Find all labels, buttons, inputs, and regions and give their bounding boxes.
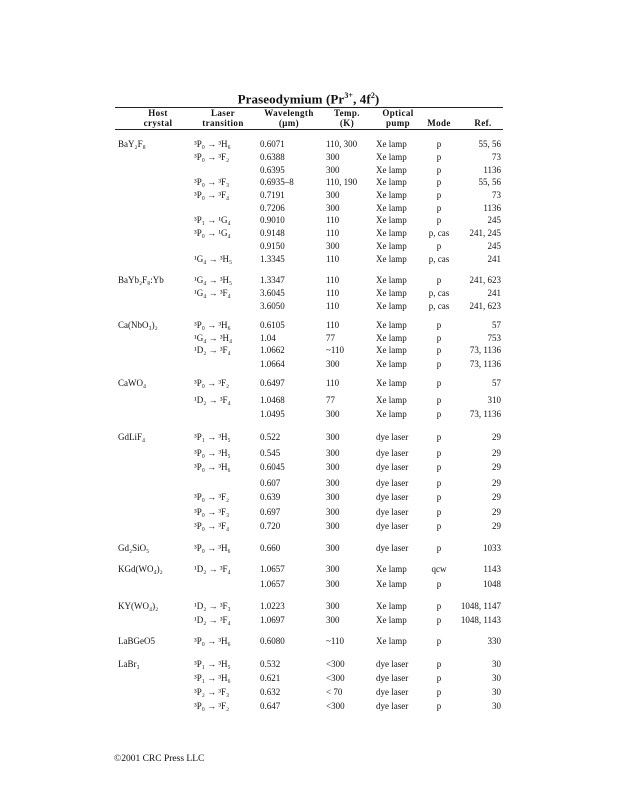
cell-pump: Xe lamp xyxy=(376,165,407,175)
cell-ref: 29 xyxy=(492,432,501,442)
cell-transition: ¹D₂ → ³F₄ xyxy=(194,395,231,405)
cell-temp: 300 xyxy=(326,478,340,488)
cell-transition: ³P₁ → ³H₅ xyxy=(194,432,231,442)
cell-mode: p xyxy=(436,165,442,175)
cell-pump: dye laser xyxy=(376,701,409,711)
cell-mode: p xyxy=(436,579,442,589)
cell-wavelength: 1.0657 xyxy=(260,579,285,589)
cell-ref: 73, 1136 xyxy=(469,359,501,369)
cell-transition: ¹D₂ → ³F₄ xyxy=(194,345,231,355)
cell-wavelength: 3.6045 xyxy=(260,288,285,298)
cell-wavelength: 1.0664 xyxy=(260,359,285,369)
cell-mode: p xyxy=(436,177,442,187)
cell-pump: Xe lamp xyxy=(376,190,407,200)
cell-ref: 245 xyxy=(487,215,501,225)
cell-pump: Xe lamp xyxy=(376,615,407,625)
cell-pump: Xe lamp xyxy=(376,152,407,162)
cell-wavelength: 1.04 xyxy=(260,333,276,343)
header-laser-transition: Laser transition xyxy=(202,108,244,128)
cell-temp: <300 xyxy=(326,701,345,711)
cell-wavelength: 0.6388 xyxy=(260,152,285,162)
cell-temp: 300 xyxy=(326,448,340,458)
cell-pump: dye laser xyxy=(376,432,409,442)
cell-temp: 110 xyxy=(326,320,340,330)
cell-mode: p xyxy=(436,521,442,531)
cell-ref: 245 xyxy=(487,241,501,251)
cell-pump: Xe lamp xyxy=(376,345,407,355)
cell-temp: 300 xyxy=(326,190,340,200)
cell-transition: ³P₀ → ³F₂ xyxy=(194,152,230,162)
cell-pump: Xe lamp xyxy=(376,359,407,369)
cell-transition: ¹D₂ → ³F₃ xyxy=(194,601,231,611)
cell-wavelength: 0.6071 xyxy=(260,139,285,149)
cell-mode: p xyxy=(436,462,442,472)
cell-pump: dye laser xyxy=(376,521,409,531)
cell-ref: 29 xyxy=(492,462,501,472)
cell-transition: ³P₀ → ³F₃ xyxy=(194,507,230,517)
cell-wavelength: 0.9148 xyxy=(260,228,285,238)
cell-wavelength: 0.9150 xyxy=(260,241,285,251)
cell-ref: 241, 245 xyxy=(469,228,501,238)
cell-transition: ¹G₄ → ³F₄ xyxy=(194,288,231,298)
cell-mode: p xyxy=(436,492,442,502)
cell-wavelength: 0.720 xyxy=(260,521,281,531)
cell-mode: p xyxy=(436,320,442,330)
cell-ref: 330 xyxy=(487,636,501,646)
cell-temp: 300 xyxy=(326,165,340,175)
cell-ref: 57 xyxy=(492,320,501,330)
cell-ref: 1033 xyxy=(483,543,501,553)
cell-pump: dye laser xyxy=(376,659,409,669)
cell-transition: ¹G₄ → ³H₅ xyxy=(194,254,233,264)
cell-wavelength: 0.6935–8 xyxy=(260,177,294,187)
cell-host: KY(WO₄)₂ xyxy=(118,601,159,611)
cell-host: Gd₂SiO₅ xyxy=(118,543,150,553)
cell-temp: 300 xyxy=(326,543,340,553)
cell-mode: p xyxy=(436,507,442,517)
cell-mode: p, cas xyxy=(428,288,450,298)
cell-temp: ~110 xyxy=(326,345,345,355)
cell-host: KGd(WO₄)₂ xyxy=(118,564,163,574)
cell-mode: p xyxy=(436,378,442,388)
cell-wavelength: 1.3345 xyxy=(260,254,285,264)
cell-temp: 110 xyxy=(326,275,340,285)
cell-pump: Xe lamp xyxy=(376,275,407,285)
cell-temp: 300 xyxy=(326,601,340,611)
cell-pump: dye laser xyxy=(376,673,409,683)
cell-mode: p xyxy=(436,432,442,442)
cell-mode: p xyxy=(436,359,442,369)
cell-mode: p xyxy=(436,659,442,669)
cell-wavelength: 0.632 xyxy=(260,687,281,697)
cell-ref: 30 xyxy=(492,673,501,683)
cell-pump: Xe lamp xyxy=(376,203,407,213)
cell-host: BaYb₂F₈:Yb xyxy=(118,275,164,285)
cell-ref: 241, 623 xyxy=(469,301,501,311)
cell-mode: p xyxy=(436,241,442,251)
cell-mode: qcw xyxy=(431,564,447,574)
cell-ref: 30 xyxy=(492,701,501,711)
cell-pump: dye laser xyxy=(376,543,409,553)
cell-ref: 30 xyxy=(492,659,501,669)
cell-pump: Xe lamp xyxy=(376,579,407,589)
cell-temp: 110 xyxy=(326,378,340,388)
cell-transition: ³P₀ → ³F₄ xyxy=(194,190,230,200)
cell-wavelength: 0.9010 xyxy=(260,215,285,225)
cell-pump: dye laser xyxy=(376,507,409,517)
cell-mode: p xyxy=(436,345,442,355)
cell-pump: Xe lamp xyxy=(376,564,407,574)
cell-wavelength: 0.607 xyxy=(260,478,281,488)
cell-temp: 300 xyxy=(326,492,340,502)
cell-wavelength: 0.6395 xyxy=(260,165,285,175)
cell-temp: 300 xyxy=(326,359,340,369)
cell-ref: 29 xyxy=(492,521,501,531)
header-temp: Temp. (K) xyxy=(334,108,360,128)
cell-ref: 1048, 1147 xyxy=(460,601,501,611)
cell-temp: < 70 xyxy=(326,687,343,697)
cell-wavelength: 3.6050 xyxy=(260,301,285,311)
copyright-footer: ©2001 CRC Press LLC xyxy=(114,754,205,764)
cell-temp: 300 xyxy=(326,462,340,472)
cell-wavelength: 0.639 xyxy=(260,492,281,502)
cell-wavelength: 0.7191 xyxy=(260,190,285,200)
cell-wavelength: 1.0657 xyxy=(260,564,285,574)
cell-transition: ³P₀ → ³H₆ xyxy=(194,139,231,149)
cell-wavelength: 0.545 xyxy=(260,448,281,458)
cell-transition: ³P₀ → ¹G₄ xyxy=(194,228,231,238)
cell-mode: p xyxy=(436,203,442,213)
cell-temp: 300 xyxy=(326,579,340,589)
cell-transition: ³P₁ → ³H₆ xyxy=(194,673,231,683)
cell-wavelength: 0.647 xyxy=(260,701,281,711)
cell-ref: 55, 56 xyxy=(478,177,501,187)
page-title: Praseodymium ($Pr^{3+}$, $4f^2$) xyxy=(237,91,380,107)
cell-wavelength: 1.0223 xyxy=(260,601,285,611)
cell-host: Ca(NbO₃)₂ xyxy=(118,320,158,330)
cell-transition: ¹G₄ → ³H₄ xyxy=(194,333,233,343)
cell-temp: 300 xyxy=(326,152,340,162)
cell-mode: p xyxy=(436,190,442,200)
cell-mode: p xyxy=(436,275,442,285)
header-mode: Mode xyxy=(427,118,451,128)
cell-pump: Xe lamp xyxy=(376,288,407,298)
cell-ref: 241, 623 xyxy=(469,275,501,285)
cell-ref: 1136 xyxy=(483,165,501,175)
cell-temp: 110 xyxy=(326,254,340,264)
header-optical-pump: Optical pump xyxy=(382,108,414,128)
cell-wavelength: 1.0495 xyxy=(260,409,285,419)
cell-ref: 73 xyxy=(492,190,501,200)
cell-ref: 55, 56 xyxy=(478,139,501,149)
cell-pump: Xe lamp xyxy=(376,636,407,646)
cell-mode: p xyxy=(436,139,442,149)
cell-mode: p xyxy=(436,395,442,405)
cell-mode: p xyxy=(436,448,442,458)
cell-ref: 1048, 1143 xyxy=(460,615,501,625)
cell-ref: 310 xyxy=(487,395,501,405)
cell-pump: Xe lamp xyxy=(376,228,407,238)
cell-temp: 300 xyxy=(326,409,340,419)
cell-transition: ³P₁ → ¹G₄ xyxy=(194,215,231,225)
cell-mode: p xyxy=(436,615,442,625)
cell-wavelength: 0.6105 xyxy=(260,320,285,330)
cell-ref: 1048 xyxy=(483,579,501,589)
cell-transition: ¹D₂ → ³F₄ xyxy=(194,564,231,574)
cell-mode: p, cas xyxy=(428,301,450,311)
cell-pump: Xe lamp xyxy=(376,378,407,388)
cell-pump: Xe lamp xyxy=(376,333,407,343)
cell-wavelength: 1.3347 xyxy=(260,275,285,285)
cell-temp: 300 xyxy=(326,241,340,251)
cell-transition: ³P₁ → ³H₅ xyxy=(194,659,231,669)
cell-transition: ¹G₄ → ³H₅ xyxy=(194,275,233,285)
cell-transition: ³P₀ → ³F₂ xyxy=(194,492,230,502)
cell-mode: p xyxy=(436,333,442,343)
cell-temp: 110, 300 xyxy=(326,139,358,149)
cell-ref: 753 xyxy=(487,333,501,343)
header-ref: Ref. xyxy=(474,118,492,128)
cell-pump: Xe lamp xyxy=(376,215,407,225)
cell-temp: 300 xyxy=(326,564,340,574)
cell-pump: Xe lamp xyxy=(376,320,407,330)
cell-temp: 77 xyxy=(326,333,335,343)
cell-transition: ³P₀ → ³H₆ xyxy=(194,636,231,646)
cell-transition: ³P₂ → ³F₃ xyxy=(194,687,230,697)
cell-temp: <300 xyxy=(326,659,345,669)
cell-pump: Xe lamp xyxy=(376,139,407,149)
cell-mode: p xyxy=(436,543,442,553)
cell-wavelength: 0.660 xyxy=(260,543,281,553)
cell-mode: p xyxy=(436,636,442,646)
cell-ref: 241 xyxy=(487,254,501,264)
cell-wavelength: 0.7206 xyxy=(260,203,285,213)
cell-temp: 300 xyxy=(326,521,340,531)
cell-transition: ³P₀ → ³H₆ xyxy=(194,462,231,472)
cell-temp: 110 xyxy=(326,215,340,225)
cell-transition: ³P₀ → ³H₆ xyxy=(194,543,231,553)
cell-ref: 29 xyxy=(492,478,501,488)
cell-temp: 110 xyxy=(326,301,340,311)
cell-ref: 29 xyxy=(492,492,501,502)
cell-wavelength: 1.0662 xyxy=(260,345,285,355)
cell-host: BaY₂F₈ xyxy=(118,139,146,149)
cell-wavelength: 1.0697 xyxy=(260,615,285,625)
cell-pump: Xe lamp xyxy=(376,177,407,187)
cell-wavelength: 0.697 xyxy=(260,507,281,517)
cell-wavelength: 0.532 xyxy=(260,659,281,669)
cell-pump: Xe lamp xyxy=(376,409,407,419)
cell-mode: p xyxy=(436,687,442,697)
cell-mode: p xyxy=(436,601,442,611)
cell-transition: ³P₀ → ³H₆ xyxy=(194,320,231,330)
cell-ref: 29 xyxy=(492,448,501,458)
cell-temp: 300 xyxy=(326,615,340,625)
cell-pump: Xe lamp xyxy=(376,395,407,405)
cell-pump: dye laser xyxy=(376,462,409,472)
cell-wavelength: 0.6080 xyxy=(260,636,285,646)
cell-temp: 110 xyxy=(326,288,340,298)
cell-pump: Xe lamp xyxy=(376,301,407,311)
cell-host: LaBGeO5 xyxy=(118,636,155,646)
cell-transition: ³P₀ → ³F₄ xyxy=(194,521,230,531)
cell-mode: p xyxy=(436,673,442,683)
cell-mode: p, cas xyxy=(428,228,450,238)
cell-transition: ³P₀ → ³F₂ xyxy=(194,701,230,711)
cell-pump: dye laser xyxy=(376,492,409,502)
cell-mode: p xyxy=(436,701,442,711)
cell-pump: dye laser xyxy=(376,478,409,488)
cell-temp: 110, 190 xyxy=(326,177,358,187)
cell-ref: 1136 xyxy=(483,203,501,213)
cell-wavelength: 0.6045 xyxy=(260,462,285,472)
cell-ref: 73 xyxy=(492,152,501,162)
cell-transition: ¹D₂ → ³F₄ xyxy=(194,615,231,625)
cell-wavelength: 0.6497 xyxy=(260,378,285,388)
cell-ref: 73, 1136 xyxy=(469,345,501,355)
cell-pump: Xe lamp xyxy=(376,241,407,251)
cell-host: GdLiF₄ xyxy=(118,432,146,442)
cell-mode: p xyxy=(436,409,442,419)
cell-host: CaWO₄ xyxy=(118,378,147,388)
cell-host: LaBr₃ xyxy=(118,659,140,669)
cell-ref: 241 xyxy=(487,288,501,298)
cell-temp: ~110 xyxy=(326,636,345,646)
cell-pump: Xe lamp xyxy=(376,601,407,611)
cell-transition: ³P₀ → ³F₂ xyxy=(194,378,230,388)
cell-pump: Xe lamp xyxy=(376,254,407,264)
cell-ref: 30 xyxy=(492,687,501,697)
cell-mode: p xyxy=(436,478,442,488)
cell-temp: 77 xyxy=(326,395,335,405)
cell-temp: 300 xyxy=(326,203,340,213)
cell-ref: 73, 1136 xyxy=(469,409,501,419)
cell-pump: dye laser xyxy=(376,687,409,697)
header-host: Host crystal xyxy=(143,108,173,128)
cell-temp: 110 xyxy=(326,228,340,238)
cell-temp: <300 xyxy=(326,673,345,683)
header-wavelength: Wavelength (μm) xyxy=(264,108,314,128)
cell-mode: p, cas xyxy=(428,254,450,264)
cell-temp: 300 xyxy=(326,432,340,442)
cell-ref: 1143 xyxy=(483,564,501,574)
cell-ref: 57 xyxy=(492,378,501,388)
cell-wavelength: 0.621 xyxy=(260,673,281,683)
cell-ref: 29 xyxy=(492,507,501,517)
cell-transition: ³P₀ → ³H₅ xyxy=(194,448,231,458)
cell-temp: 300 xyxy=(326,507,340,517)
cell-pump: dye laser xyxy=(376,448,409,458)
cell-mode: p xyxy=(436,152,442,162)
cell-transition: ³P₀ → ³F₃ xyxy=(194,177,230,187)
cell-wavelength: 0.522 xyxy=(260,432,281,442)
cell-wavelength: 1.0468 xyxy=(260,395,285,405)
cell-mode: p xyxy=(436,215,442,225)
